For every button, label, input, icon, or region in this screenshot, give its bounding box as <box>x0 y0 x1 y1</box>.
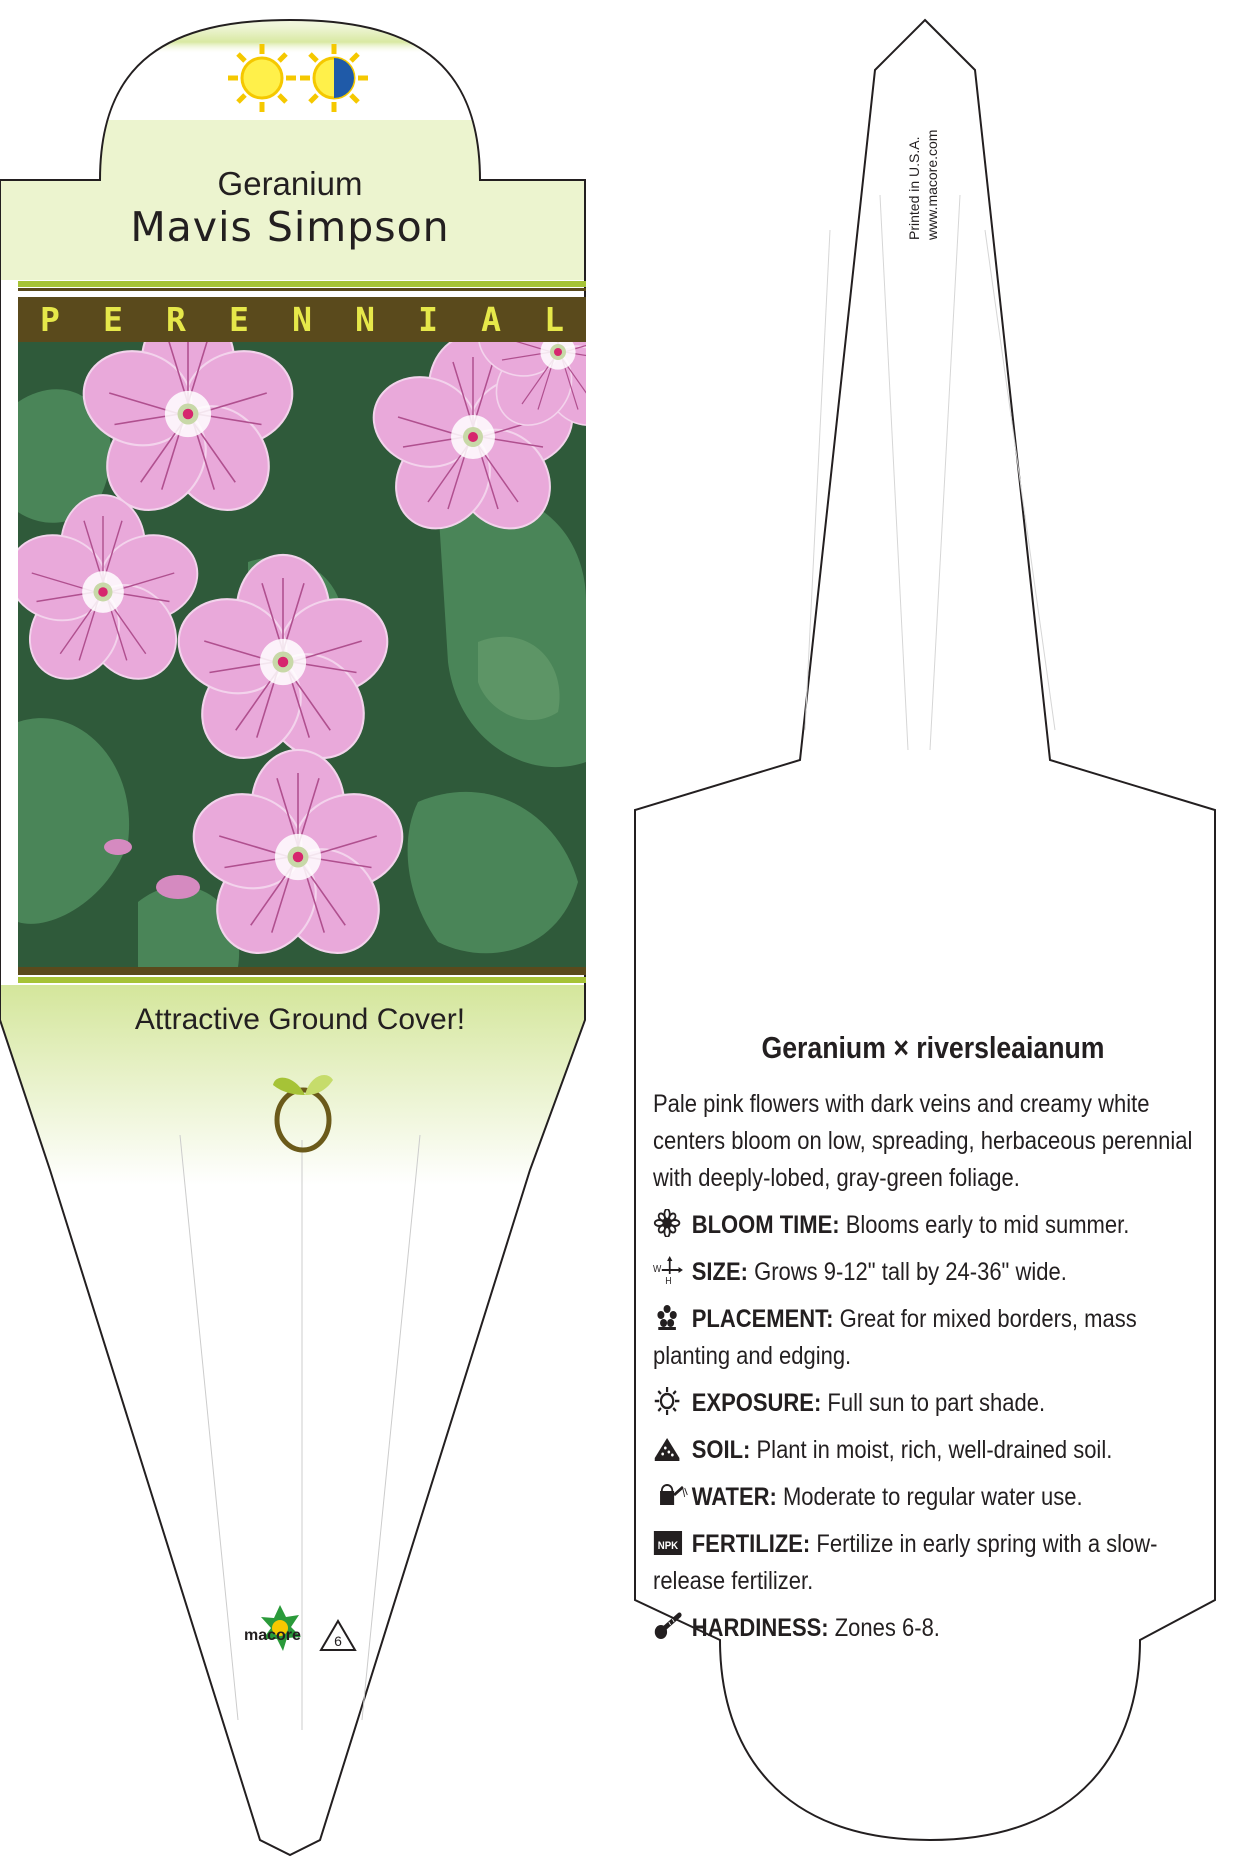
attr-label: BLOOM TIME: <box>691 1211 840 1239</box>
attr-value: Fertilize in early spring with a slow-release fertilizer. <box>653 1530 1158 1595</box>
attr-value: Grows 9-12" tall by 24-36" wide. <box>754 1258 1067 1286</box>
plant-genus: Geranium <box>217 165 363 202</box>
category-letter: E <box>103 300 123 339</box>
category-letter: L <box>544 300 564 339</box>
svg-text:H: H <box>665 1274 672 1284</box>
category-letter: A <box>481 300 501 339</box>
attr-bloom-time <box>653 1207 1210 1244</box>
attr-label: PLACEMENT: <box>691 1305 834 1333</box>
attr-label: SOIL: <box>691 1436 751 1464</box>
fertilizer-icon <box>653 1528 688 1556</box>
tagline: Attractive Ground Cover! <box>134 1003 466 1036</box>
plant-cultivar: Mavis Simpson <box>130 203 450 251</box>
attr-label: EXPOSURE: <box>691 1389 822 1417</box>
category-letter: R <box>166 300 186 339</box>
attr-value: Zones 6-8. <box>834 1614 940 1642</box>
attr-size <box>653 1254 1210 1291</box>
attr-value: Full sun to part shade. <box>827 1389 1046 1417</box>
printed-in: Printed in U.S.A. <box>906 136 922 240</box>
attr-fertilize <box>653 1526 1210 1600</box>
care-info <box>653 1030 1213 1647</box>
full-sun-icon <box>228 44 296 112</box>
size-icon <box>653 1256 688 1284</box>
attr-value: Great for mixed borders, mass planting and edging. <box>653 1305 1137 1370</box>
plant-photo <box>18 342 586 967</box>
brand-name: macore <box>244 1627 301 1644</box>
attr-label: FERTILIZE: <box>691 1530 811 1558</box>
plant-description: Pale pink flowers with dark veins and creamy white centers bloom on low, spreading, herbaceous perennial with deeply-lobed, gray-green foliage. <box>653 1090 1193 1192</box>
attr-label: HARDINESS: <box>691 1614 829 1642</box>
recycle-code: 6 <box>334 1633 342 1649</box>
category-letter: I <box>418 300 438 339</box>
attr-exposure <box>653 1385 1210 1422</box>
website: www.macore.com <box>924 129 940 240</box>
svg-text:NPK: NPK <box>657 1540 679 1553</box>
category-letter: E <box>229 300 249 339</box>
watering-can-icon <box>653 1481 688 1509</box>
seedling-logo-icon <box>265 1065 345 1155</box>
thermometer-icon <box>653 1612 688 1640</box>
category-letter: N <box>355 300 375 339</box>
flower-icon <box>653 1209 688 1237</box>
attr-label: WATER: <box>691 1483 777 1511</box>
recycle-icon <box>318 1618 358 1654</box>
attr-value: Blooms early to mid summer. <box>845 1211 1130 1239</box>
placement-icon <box>653 1303 688 1331</box>
printed-info <box>905 100 941 240</box>
attr-value: Moderate to regular water use. <box>782 1483 1083 1511</box>
perennial-band <box>18 297 586 342</box>
part-shade-icon <box>300 44 368 112</box>
soil-icon <box>653 1434 688 1462</box>
svg-text:W: W <box>653 1262 662 1275</box>
attr-value: Plant in moist, rich, well-drained soil. <box>756 1436 1113 1464</box>
category-letter: P <box>40 300 60 339</box>
attr-soil <box>653 1432 1210 1469</box>
attr-water <box>653 1479 1210 1516</box>
attr-label: SIZE: <box>691 1258 748 1286</box>
category-letter: N <box>292 300 312 339</box>
attr-placement <box>653 1301 1210 1375</box>
botanical-name: Geranium × riversleaianum <box>761 1030 1105 1065</box>
attr-hardiness <box>653 1610 1210 1647</box>
sun-icons <box>220 40 370 115</box>
sun-icon <box>653 1387 688 1415</box>
